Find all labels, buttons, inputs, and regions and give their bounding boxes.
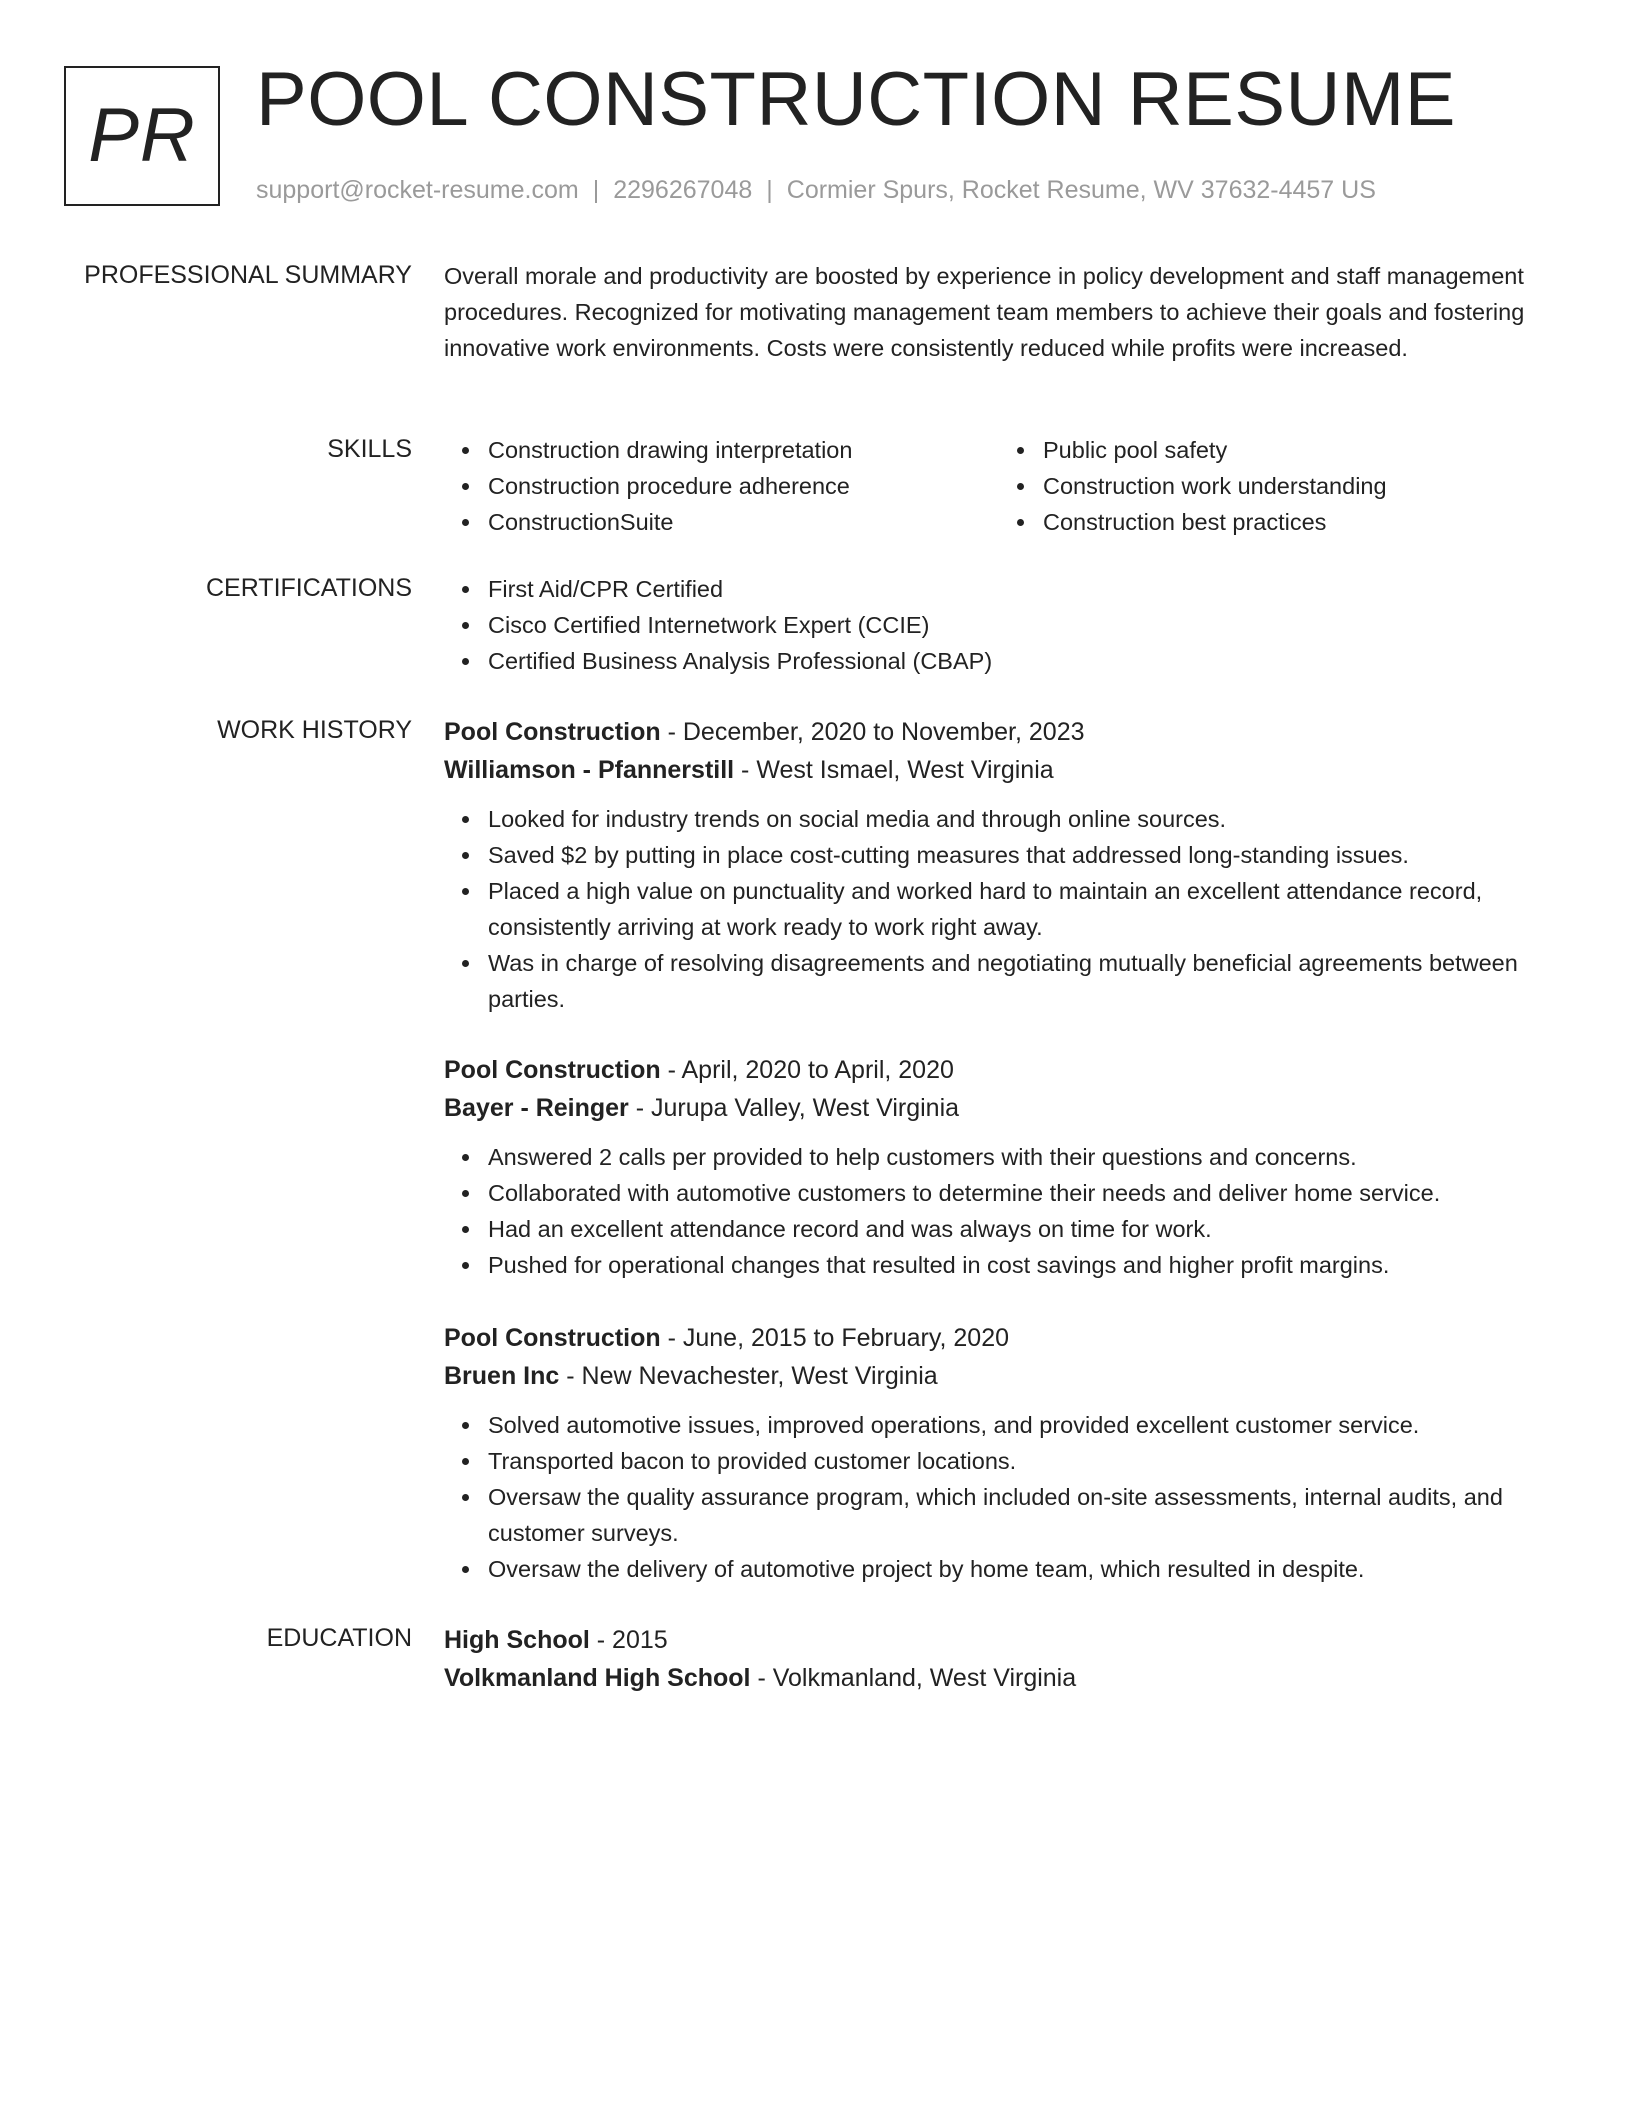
education-school: Volkmanland High School [444,1664,751,1692]
skill-item: Public pool safety [1043,432,1554,468]
job-duty-item: Placed a high value on punctuality and worked hard to maintain an excellent attendance record, consistently arriving at work ready to work right away. [488,873,1554,945]
job-title: Pool Construction [444,1324,661,1352]
job-duty-item: Oversaw the delivery of automotive project by home team, which resulted in despite. [488,1551,1554,1587]
education-location: - Volkmanland, West Virginia [750,1664,1077,1692]
job-company-line [444,751,1554,789]
job-location: - West Ismael, West Virginia [734,756,1054,784]
skill-item: Construction work understanding [1043,468,1554,504]
skills-column-right [999,432,1554,540]
job-entry [444,713,1554,1017]
job-duty-item: Transported bacon to provided customer locations. [488,1443,1554,1479]
job-duties [444,1139,1554,1283]
job-title-line [444,1051,1554,1089]
job-entry [444,1051,1554,1283]
education-school-line [444,1659,1554,1697]
work-history-label: WORK HISTORY [217,716,412,744]
education-degree: High School [444,1626,590,1654]
skill-item: Construction procedure adherence [488,468,999,504]
job-duty-item: Saved $2 by putting in place cost-cutting measures that addressed long-standing issues. [488,837,1554,873]
contact-email: support@rocket-resume.com [256,176,579,204]
job-duty-item: Looked for industry trends on social media and through online sources. [488,801,1554,837]
certification-item: Cisco Certified Internetwork Expert (CCIE) [488,607,1554,643]
certification-item: Certified Business Analysis Professional (CBAP) [488,643,1554,679]
job-dates: - April, 2020 to April, 2020 [660,1056,954,1084]
certifications-label: CERTIFICATIONS [205,574,412,602]
job-title: Pool Construction [444,718,661,746]
contact-separator: | [766,176,773,204]
job-duty-item: Pushed for operational changes that resulted in cost savings and higher profit margins. [488,1247,1554,1283]
job-location: - New Nevachester, West Virginia [559,1362,938,1390]
job-title-line [444,713,1554,751]
job-company-line [444,1357,1554,1395]
job-duty-item: Solved automotive issues, improved operations, and provided excellent customer service. [488,1407,1554,1443]
skills-column-left [444,432,999,540]
education-label: EDUCATION [266,1624,412,1652]
skill-item: ConstructionSuite [488,504,999,540]
skills-list [444,432,1554,540]
job-duty-item: Was in charge of resolving disagreements and negotiating mutually beneficial agreements between parties. [488,945,1554,1017]
certification-item: First Aid/CPR Certified [488,571,1554,607]
skill-item: Construction best practices [1043,504,1554,540]
job-duty-item: Oversaw the quality assurance program, which included on-site assessments, internal audits, and customer surveys. [488,1479,1554,1551]
skills-label: SKILLS [327,435,412,463]
job-dates: - December, 2020 to November, 2023 [660,718,1085,746]
contact-phone: 2296267048 [613,176,753,204]
education-year: - 2015 [589,1626,668,1654]
summary-label: PROFESSIONAL SUMMARY [84,261,412,289]
job-title: Pool Construction [444,1056,661,1084]
job-company-line [444,1089,1554,1127]
job-duty-item: Had an excellent attendance record and was always on time for work. [488,1211,1554,1247]
job-duty-item: Collaborated with automotive customers to determine their needs and deliver home service. [488,1175,1554,1211]
job-company: Williamson - Pfannerstill [444,756,735,784]
job-company: Bruen Inc [444,1362,560,1390]
job-duties [444,1407,1554,1587]
contact-separator: | [592,176,600,204]
job-entry [444,1319,1554,1587]
job-duty-item: Answered 2 calls per provided to help customers with their questions and concerns. [488,1139,1554,1175]
contact-address: Cormier Spurs, Rocket Resume, WV 37632-4457 US [786,176,1376,204]
summary-text: Overall morale and productivity are boosted by experience in policy development and staff management procedures. Recognized for motivating management team members to achieve their goals and fostering innovative work environments. Costs were consistently reduced while profits were increased. [444,263,1525,361]
education-entry [444,1621,1554,1697]
skill-item: Construction drawing interpretation [488,432,999,468]
job-dates: - June, 2015 to February, 2020 [660,1324,1010,1352]
contact-line [256,174,1376,206]
education-degree-line [444,1621,1554,1659]
job-company: Bayer - Reinger [444,1094,629,1122]
job-duties [444,801,1554,1017]
monogram-initials: PR [88,93,196,178]
resume-title: POOL CONSTRUCTION RESUME [256,57,1456,142]
job-location: - Jurupa Valley, West Virginia [628,1094,960,1122]
monogram-box [64,66,220,206]
certifications-list [444,571,1554,679]
job-title-line [444,1319,1554,1357]
